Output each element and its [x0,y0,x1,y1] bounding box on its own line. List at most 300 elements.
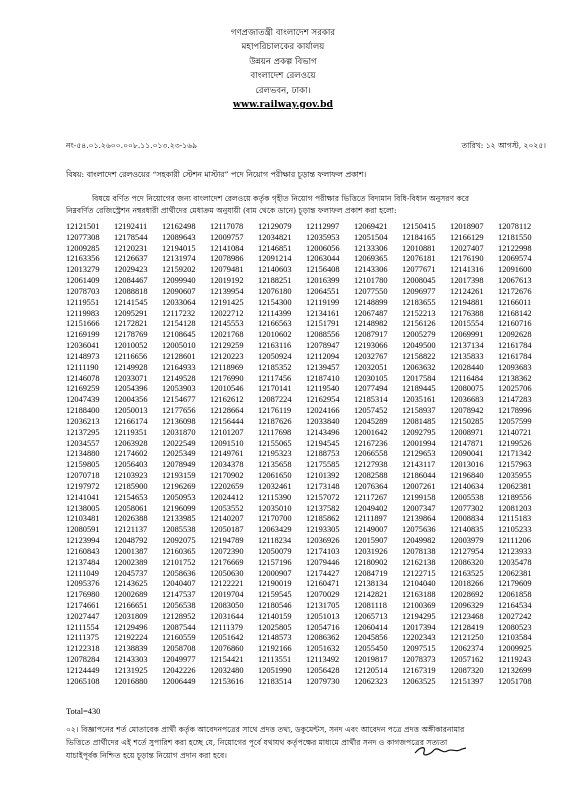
registration-number: 12156444 [210,416,244,426]
registration-number: 12018266 [450,579,484,589]
registration-number: 12183514 [258,676,292,686]
registration-number: 12160365 [162,546,196,556]
registration-number: 12009925 [498,644,532,654]
registration-number: 12158822 [402,351,436,361]
registration-number: 12124449 [66,665,100,675]
registration-number: 12003979 [450,536,484,546]
registration-number: 12078949 [162,460,196,470]
signature-mark [412,740,468,760]
registration-number: 12168142 [498,308,532,318]
registration-number: 12016880 [114,676,148,686]
registration-number: 12143306 [354,265,388,275]
registration-number: 12005279 [402,330,436,340]
registration-number: 12088556 [306,330,340,340]
registration-number: 12170141 [258,384,292,394]
registration-number: 12066558 [354,449,388,459]
registration-number: 12118234 [258,536,292,546]
registration-number: 12173148 [306,481,340,491]
registration-number: 12086362 [306,633,340,643]
registration-number: 12097515 [402,644,436,654]
registration-number: 12188753 [306,449,340,459]
registration-number: 12176190 [450,254,484,264]
registration-number: 12064551 [306,286,340,296]
registration-number: 12195323 [258,449,292,459]
registration-number: 12090041 [450,449,484,459]
registration-number: 12180546 [258,600,292,610]
table-row [66,525,546,536]
registration-number: 12159202 [162,265,196,275]
registration-number: 12126637 [114,254,148,264]
registration-number: 12163525 [450,568,484,578]
registration-number: 12189445 [402,384,436,394]
note-line: ০২। বিজ্ঞাপনের শর্ত মোতাবেক প্রার্থী কর্তৃক আবেদনপত্রের সাথে প্রদত্ত তথ্য, ডকুমেন্টস, সনদ এবং আবেদন পত্রে প্রদত্ত অঙ্গীকারনামার [66,725,465,734]
registration-number: 12081203 [498,503,532,513]
registration-number: 12095291 [114,308,148,318]
registration-number: 12116656 [114,351,148,361]
registration-number: 12146078 [66,373,100,383]
registration-number: 12027407 [450,243,484,253]
registration-number: 12157072 [306,492,340,502]
registration-number: 12193066 [354,341,388,351]
table-row [66,352,546,363]
registration-number: 12031644 [210,611,244,621]
registration-number: 12058708 [162,644,196,654]
registration-number: 12124261 [450,286,484,296]
registration-number: 12080523 [498,622,532,632]
registration-number: 12154300 [258,297,292,307]
registration-number: 12019192 [210,276,244,286]
registration-number: 12185314 [354,395,388,405]
registration-number: 12089643 [162,232,196,242]
registration-number: 12079730 [306,676,340,686]
registration-number: 12169199 [66,330,100,340]
registration-number: 12077550 [354,286,388,296]
table-row [66,633,546,644]
registration-number: 12036926 [306,536,340,546]
registration-number: 12078284 [66,655,100,665]
registration-number: 12132699 [498,665,532,675]
registration-number: 12053552 [210,503,244,513]
registration-number: 12160559 [162,633,196,643]
registration-number: 12143303 [114,655,148,665]
registration-number: 12095376 [66,579,100,589]
registration-number: 12018907 [450,222,484,231]
registration-number: 12006449 [162,676,196,686]
registration-number: 12101780 [354,276,388,286]
registration-number: 12139457 [306,362,340,372]
registration-number: 12053903 [162,384,196,394]
registration-number: 12045856 [354,633,388,643]
registration-number: 12120514 [354,665,388,675]
registration-number: 12187626 [258,416,292,426]
registration-number: 12180902 [354,557,388,567]
registration-number: 12081485 [402,416,436,426]
registration-number: 12008971 [450,427,484,437]
registration-number: 12035010 [258,503,292,513]
registration-number: 12032767 [354,351,388,361]
registration-number: 12032461 [258,481,292,491]
table-row [66,276,546,287]
registration-number: 12138134 [354,579,388,589]
table-row [66,493,546,504]
registration-number: 12005010 [162,341,196,351]
registration-number: 12051013 [306,611,340,621]
table-row [66,471,546,482]
registration-number: 12145553 [210,319,244,329]
registration-number: 12166174 [114,416,148,426]
registration-number: 12148973 [66,351,100,361]
memo-number: নং-৫৪.০১.২৬০০.০০৮.১১.০১৩.২৩-১৬৯ [66,141,198,150]
registration-number: 12091510 [210,438,244,448]
registration-number: 12085538 [162,525,196,535]
registration-number: 12147283 [498,395,532,405]
registration-number: 12169259 [66,384,100,394]
registration-number: 12194545 [306,438,340,448]
registration-number: 12121250 [450,633,484,643]
table-row [66,558,546,569]
registration-number: 12141316 [450,265,484,275]
table-row [66,590,546,601]
registration-number: 12174103 [306,546,340,556]
registration-number: 12149007 [354,525,388,535]
registration-number: 12033064 [162,297,196,307]
registration-number: 12196099 [162,503,196,513]
registration-number: 12024166 [306,406,340,416]
registration-number: 12036683 [450,395,484,405]
registration-number: 12189556 [498,492,532,502]
registration-number: 12062381 [498,481,532,491]
registration-number: 12134161 [306,308,340,318]
registration-number: 12062323 [354,676,388,686]
registration-number: 12122715 [402,568,436,578]
registration-number: 12166011 [498,297,532,307]
intro-line: নিম্নবর্ণিত রেজিস্ট্রেশন নম্বরধারী প্রার্থীদের মেধাক্রম অনুযায়ী (বাম থেকে ডানে) চূড়ান্ত ফলাফল প্রকাশ করা হলো: [66,206,397,215]
table-row [66,460,546,471]
registration-number: 12054716 [306,622,340,632]
registration-number: 12034557 [66,438,100,448]
registration-number: 12166129 [450,232,484,242]
registration-number: 12185900 [114,481,148,491]
registration-number: 12042226 [162,665,196,675]
registration-number: 12135833 [450,351,484,361]
registration-number: 12078986 [210,254,244,264]
registration-number: 12199526 [498,438,532,448]
registration-number: 12078373 [402,655,436,665]
registration-number: 12100369 [402,600,436,610]
registration-number: 12120231 [114,243,148,253]
registration-number: 12140634 [450,481,484,491]
registration-number: 12127938 [354,460,388,470]
registration-number: 12058061 [114,503,148,513]
registration-number: 12050013 [114,406,148,416]
registration-number: 12161784 [498,341,532,351]
registration-number: 12147537 [162,590,196,600]
registration-number: 12113551 [258,655,292,665]
results-table [66,222,546,688]
registration-number: 12167319 [402,665,436,675]
registration-number: 12176669 [210,557,244,567]
table-row [66,406,546,417]
table-row [66,601,546,612]
registration-number: 12022712 [210,308,244,318]
table-row [66,309,546,320]
registration-number: 12148982 [354,319,388,329]
registration-number: 12090607 [162,286,196,296]
registration-number: 12121137 [114,525,148,535]
registration-number: 12128952 [162,611,196,621]
registration-number: 12176980 [66,590,100,600]
registration-number: 12152213 [402,308,436,318]
registration-number: 12192224 [114,633,148,643]
registration-number: 12101752 [162,557,196,567]
registration-number: 12031870 [162,427,196,437]
registration-number: 12140721 [498,427,532,437]
registration-number: 12101392 [306,471,340,481]
registration-number: 12010052 [114,341,148,351]
registration-number: 12035953 [306,232,340,242]
registration-number: 12183655 [402,297,436,307]
registration-number: 12178769 [114,330,148,340]
registration-number: 12067487 [354,308,388,318]
registration-number: 12063928 [114,438,148,448]
registration-number: 12155065 [258,438,292,448]
registration-number: 12060414 [354,622,388,632]
registration-number: 12120223 [210,351,244,361]
table-row [66,233,546,244]
registration-number: 12086320 [450,557,484,567]
registration-number: 12148899 [354,297,388,307]
registration-number: 12078138 [402,546,436,556]
registration-number: 12070029 [306,590,340,600]
registration-number: 12176119 [258,406,292,416]
table-row [66,677,546,688]
registration-number: 12025805 [258,622,292,632]
intro-paragraph [66,193,546,217]
registration-number: 12127954 [450,546,484,556]
registration-number: 12163116 [258,341,292,351]
registration-number: 12122318 [66,644,100,654]
table-row [66,384,546,395]
registration-number: 12111206 [498,536,531,546]
registration-number: 12147871 [450,438,484,448]
registration-number: 12061858 [498,590,532,600]
registration-number: 12103481 [66,514,100,524]
table-row [66,287,546,298]
registration-number: 12002689 [114,590,148,600]
table-row [66,449,546,460]
registration-number: 12009285 [66,243,100,253]
registration-number: 12065713 [354,611,388,621]
registration-number: 12033071 [114,373,148,383]
registration-number: 12031926 [354,546,388,556]
registration-number: 12035161 [402,395,436,405]
registration-number: 12159805 [66,460,100,470]
registration-number: 12202659 [210,481,244,491]
registration-number: 12017394 [402,622,436,632]
registration-number: 12048792 [114,536,148,546]
registration-number: 12191425 [210,297,244,307]
registration-number: 12172676 [498,286,532,296]
registration-number: 12016399 [306,276,340,286]
registration-number: 12176388 [450,308,484,318]
registration-number: 12054396 [114,384,148,394]
registration-number: 12190019 [258,579,292,589]
registration-number: 12057599 [498,416,532,426]
table-row [66,439,546,450]
registration-number: 12166563 [258,319,292,329]
table-row [66,265,546,276]
registration-number: 12028440 [450,362,484,372]
registration-number: 12133306 [354,243,388,253]
registration-number: 12137484 [66,557,100,567]
registration-number: 12082588 [354,471,388,481]
subject-line: বিষয়: বাংলাদেশ রেলওয়ের “সহকারী স্টেশন মাস্টার” পদে নিয়োগ পরীক্ষার চূড়ান্ত ফলাফল প্রকাশ। [66,170,367,179]
registration-number: 12108645 [162,330,196,340]
registration-number: 12078703 [66,286,100,296]
registration-number: 12140603 [258,265,292,275]
registration-number: 12034378 [210,460,244,470]
registration-number: 12049977 [162,655,196,665]
registration-number: 12140159 [258,611,292,621]
letterhead [0,26,566,112]
registration-number: 12077302 [450,503,484,513]
registration-number: 12028692 [450,590,484,600]
registration-number: 12150415 [402,222,436,231]
registration-number: 12080075 [450,384,484,394]
registration-number: 12122221 [210,579,244,589]
registration-number: 12121501 [66,222,100,231]
registration-number: 12123994 [66,536,100,546]
registration-number: 12077671 [402,265,436,275]
note-line: ভিত্তিতে প্রার্থীদের এই শর্তে সুপারিশ করা হচ্ছে যে, নিয়োগের পূর্বে যথাযথ কর্তৃপক্ষের মাধ্যমে প্রার্থীর সনদ ও কাগজপত্রের সত্যতা [66,738,448,748]
registration-number: 12079481 [210,265,244,275]
registration-number: 12142821 [354,590,388,600]
registration-number: 12061409 [66,276,100,286]
registration-number: 12166651 [114,600,148,610]
registration-number: 12036213 [66,416,100,426]
registration-number: 12162138 [402,557,436,567]
registration-number: 12185862 [306,514,340,524]
registration-number: 12050953 [162,492,196,502]
registration-number: 12167236 [354,438,388,448]
registration-number: 12111379 [210,622,243,632]
registration-number: 12129496 [114,622,148,632]
registration-number: 12193159 [162,471,196,481]
registration-number: 12149928 [114,362,148,372]
registration-number: 12092795 [402,427,436,437]
registration-number: 12162612 [210,395,244,405]
table-row [66,395,546,406]
table-row [66,612,546,623]
registration-number: 12117267 [354,492,388,502]
registration-number: 12129653 [402,449,436,459]
table-row [66,428,546,439]
registration-number: 12146851 [258,243,292,253]
registration-number: 12017398 [450,276,484,286]
registration-number: 12154421 [210,655,244,665]
registration-number: 12117232 [162,308,196,318]
registration-number: 12136098 [162,416,196,426]
table-row [66,417,546,428]
table-row [66,623,546,634]
registration-number: 12163188 [402,590,436,600]
registration-number: 12123468 [450,611,484,621]
registration-number: 12131925 [114,665,148,675]
registration-number: 12174427 [306,568,340,578]
registration-number: 12049500 [402,341,436,351]
registration-number: 12058636 [162,568,196,578]
table-row [66,298,546,309]
registration-number: 12158937 [402,406,436,416]
registration-number: 12131974 [162,254,196,264]
registration-number: 12139954 [210,286,244,296]
registration-number: 12187410 [306,373,340,383]
registration-number: 12078947 [306,341,340,351]
registration-number: 12115183 [498,514,532,524]
registration-number: 12040407 [162,579,196,589]
registration-number: 12202343 [402,633,436,643]
registration-number: 12111190 [66,362,99,372]
registration-number: 12160716 [498,319,532,329]
registration-number: 12076180 [258,286,292,296]
registration-number: 12036041 [66,341,100,351]
registration-number: 12061650 [258,471,292,481]
website-link[interactable]: www.railway.gov.bd [232,99,334,111]
registration-number: 12137295 [66,427,100,437]
registration-number: 12137134 [450,341,484,351]
registration-number: 12005538 [450,492,484,502]
registration-number: 12140207 [210,514,244,524]
registration-number: 12137582 [306,503,340,513]
registration-number: 12056428 [306,665,340,675]
registration-number: 12172821 [114,319,148,329]
registration-number: 12141041 [66,492,100,502]
registration-number: 12051990 [258,665,292,675]
registration-number: 12154653 [114,492,148,502]
registration-number: 12033840 [306,416,340,426]
registration-number: 12006056 [306,243,340,253]
registration-number: 12153616 [210,676,244,686]
intro-line: বিষয়ে বর্ণিত পদে নিয়োগের জন্য বাংলাদেশ রেলওয়ে কর্তৃক গৃহীত নিয়োগ পরীক্ষার ভিত্তিতে বিদ্যমান বিধি-বিধান অনুসরণ করে [92,194,470,203]
table-row [66,341,546,352]
registration-number: 12138005 [66,503,100,513]
total-count: Total=430 [66,707,101,716]
table-row [66,363,546,374]
registration-number: 12196269 [162,481,196,491]
registration-number: 12103584 [498,633,532,643]
registration-number: 12062381 [498,568,532,578]
registration-number: 12119540 [306,384,340,394]
registration-number: 12188400 [66,406,100,416]
registration-number: 12123933 [498,546,532,556]
memo-date: তারিখ: ১২ আগস্ট, ২০২৫। [461,141,546,150]
registration-number: 12078942 [450,406,484,416]
registration-number: 12007347 [402,503,436,513]
registration-number: 12199158 [402,492,436,502]
registration-number: 12010546 [210,384,244,394]
registration-number: 12083050 [210,600,244,610]
registration-number: 12185352 [258,362,292,372]
table-row [66,222,546,233]
registration-number: 12186044 [402,471,436,481]
registration-number: 12045737 [114,568,148,578]
registration-number: 12069574 [498,254,532,264]
table-row [66,547,546,558]
registration-number: 12002389 [114,557,148,567]
registration-number: 12091600 [498,265,532,275]
registration-number: 12115390 [258,492,292,502]
registration-number: 12069365 [354,254,388,264]
